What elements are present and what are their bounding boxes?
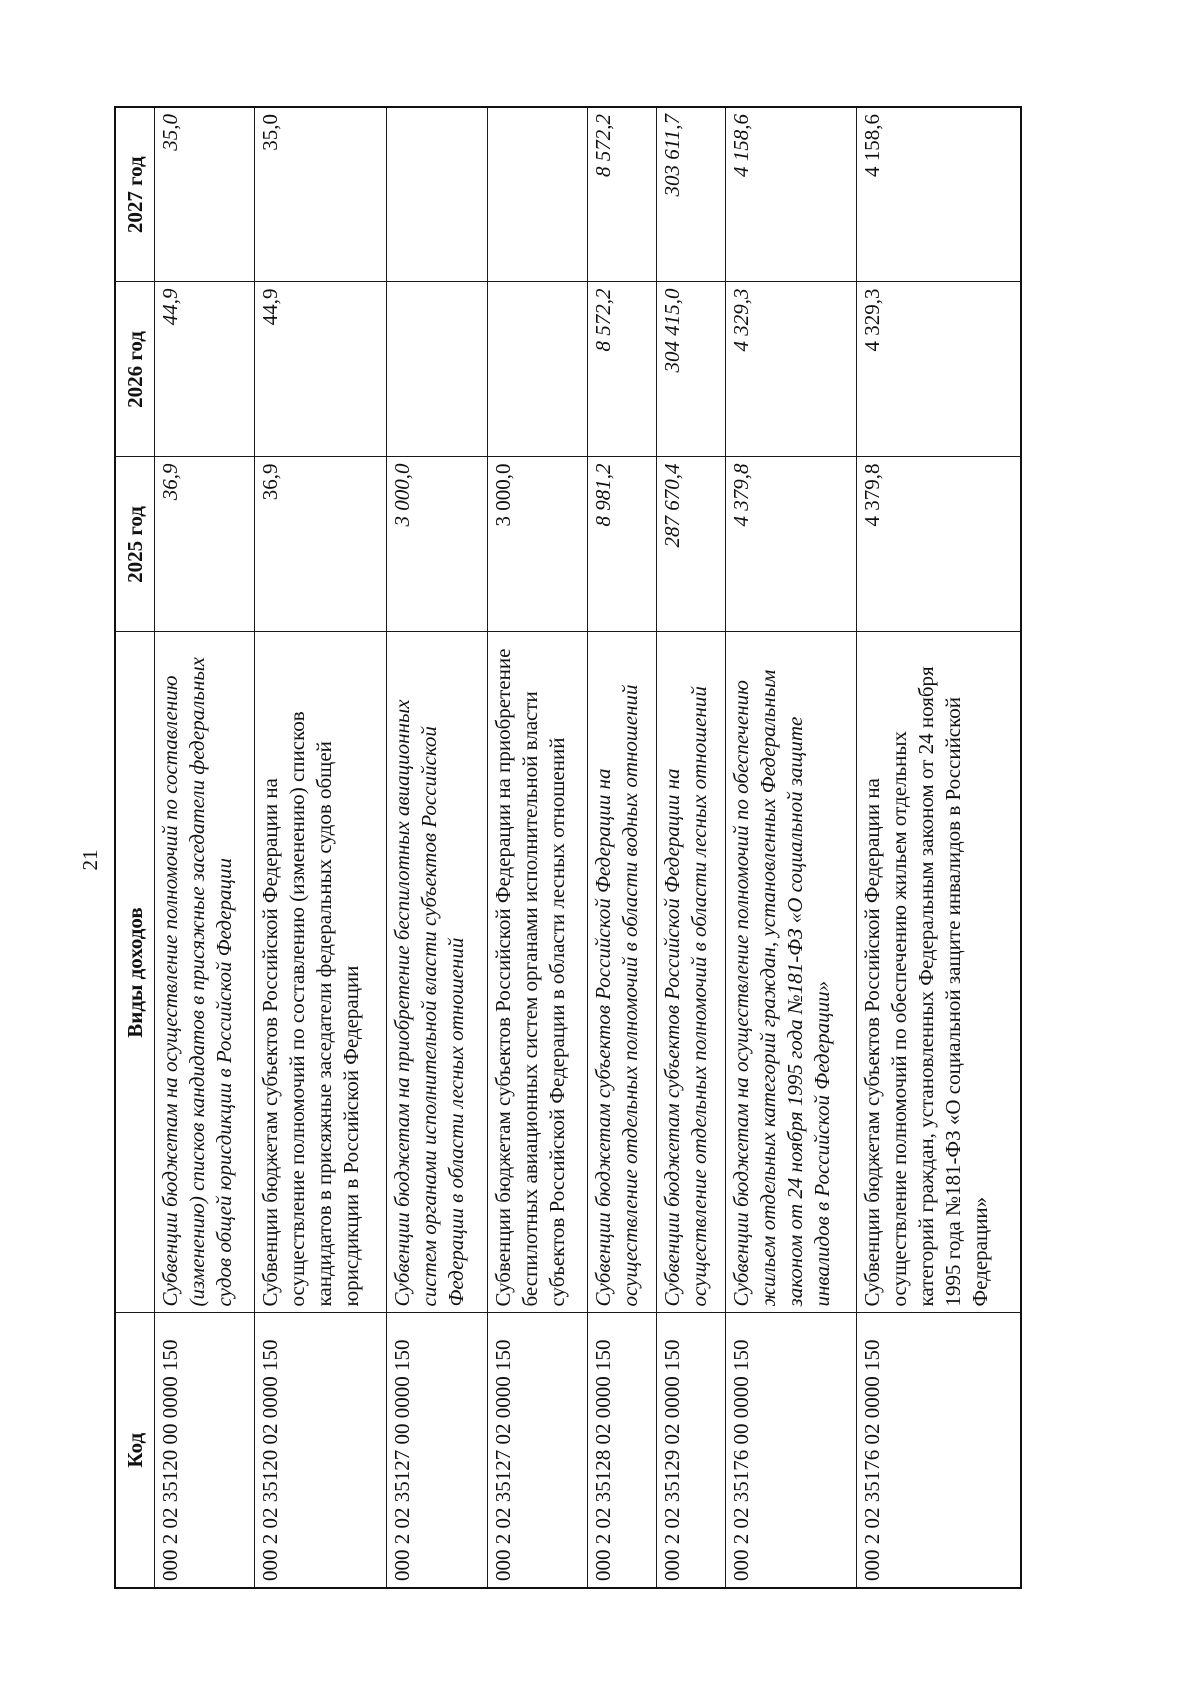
value-2025-cell: 36,9 — [255, 457, 387, 632]
header-2025: 2025 год — [115, 457, 155, 632]
value-2025-cell: 36,9 — [155, 457, 255, 632]
value-2025-cell: 287 670,4 — [656, 457, 725, 632]
revenue-table — [114, 106, 1022, 1589]
value-2027-cell — [387, 107, 487, 282]
code-cell: 000 2 02 35176 02 0000 150 — [857, 1313, 1021, 1588]
value-2027-cell: 35,0 — [255, 107, 387, 282]
header-code: Код — [115, 1313, 155, 1588]
header-2027: 2027 год — [115, 107, 155, 282]
code-cell: 000 2 02 35128 02 0000 150 — [587, 1313, 656, 1588]
revenue-name-cell: Субвенции бюджетам субъектов Российской Федерации на осуществление отдельных полномочий в области лесных отношений — [656, 632, 725, 1313]
code-cell: 000 2 02 35176 00 0000 150 — [725, 1313, 857, 1588]
rotated-table-container — [114, 108, 1022, 1589]
code-cell: 000 2 02 35127 00 0000 150 — [387, 1313, 487, 1588]
code-cell: 000 2 02 35120 00 0000 150 — [155, 1313, 255, 1588]
table-header-row — [115, 107, 155, 1588]
revenue-name-cell: Субвенции бюджетам на осуществление полномочий по составлению (изменению) списков кандидатов в присяжные заседатели федеральных судов общей юрисдикции в Российской Федерации — [155, 632, 255, 1313]
table-row — [487, 107, 587, 1588]
value-2027-cell: 4 158,6 — [857, 107, 1021, 282]
value-2026-cell — [387, 282, 487, 457]
value-2026-cell: 44,9 — [255, 282, 387, 457]
value-2025-cell: 3 000,0 — [387, 457, 487, 632]
code-cell: 000 2 02 35120 02 0000 150 — [255, 1313, 387, 1588]
value-2025-cell: 4 379,8 — [857, 457, 1021, 632]
value-2025-cell: 3 000,0 — [487, 457, 587, 632]
revenue-name-cell: Субвенции бюджетам субъектов Российской Федерации на осуществление полномочий по составлению (изменению) списков кандидатов в присяжные заседатели федеральных судов общей юрисдикции в Российской Федерации — [255, 632, 387, 1313]
table-row — [387, 107, 487, 1588]
revenue-name-cell: Субвенции бюджетам на приобретение беспилотных авиационных систем органами исполнительной власти субъектов Российской Федерации в области лесных отношений — [387, 632, 487, 1313]
value-2025-cell: 8 981,2 — [587, 457, 656, 632]
table-row — [255, 107, 387, 1588]
value-2027-cell: 303 611,7 — [656, 107, 725, 282]
value-2027-cell — [487, 107, 587, 282]
value-2026-cell: 44,9 — [155, 282, 255, 457]
revenue-name-cell: Субвенции бюджетам субъектов Российской Федерации на осуществление полномочий по обеспечению жильем отдельных категорий граждан, установленных Федеральным законом от 24 ноября 1995 года №181-ФЗ «О социальной защите инвалидов в Российской Федерации» — [857, 632, 1021, 1313]
value-2025-cell: 4 379,8 — [725, 457, 857, 632]
table-row — [155, 107, 255, 1588]
value-2027-cell: 35,0 — [155, 107, 255, 282]
value-2026-cell — [487, 282, 587, 457]
code-cell: 000 2 02 35127 02 0000 150 — [487, 1313, 587, 1588]
table-body — [155, 107, 1022, 1588]
revenue-name-cell: Субвенции бюджетам субъектов Российской Федерации на осуществление отдельных полномочий в области водных отношений — [587, 632, 656, 1313]
revenue-name-cell: Субвенции бюджетам субъектов Российской Федерации на приобретение беспилотных авиационных систем органами исполнительной власти субъектов Российской Федерации в области лесных отношений — [487, 632, 587, 1313]
header-revenue-type: Виды доходов — [115, 632, 155, 1313]
table-row — [857, 107, 1021, 1588]
value-2026-cell: 4 329,3 — [857, 282, 1021, 457]
value-2026-cell: 8 572,2 — [587, 282, 656, 457]
value-2027-cell: 8 572,2 — [587, 107, 656, 282]
value-2026-cell: 4 329,3 — [725, 282, 857, 457]
table-row — [725, 107, 857, 1588]
value-2027-cell: 4 158,6 — [725, 107, 857, 282]
value-2026-cell: 304 415,0 — [656, 282, 725, 457]
code-cell: 000 2 02 35129 02 0000 150 — [656, 1313, 725, 1588]
revenue-name-cell: Субвенции бюджетам на осуществление полномочий по обеспечению жильем отдельных категорий граждан, установленных Федеральным законом от 24 ноября 1995 года №181-ФЗ «О социальной защите инвалидов в Российской Федерации» — [725, 632, 857, 1313]
page-number: 21 — [78, 849, 102, 871]
table-row — [587, 107, 656, 1588]
header-2026: 2026 год — [115, 282, 155, 457]
table-row — [656, 107, 725, 1588]
